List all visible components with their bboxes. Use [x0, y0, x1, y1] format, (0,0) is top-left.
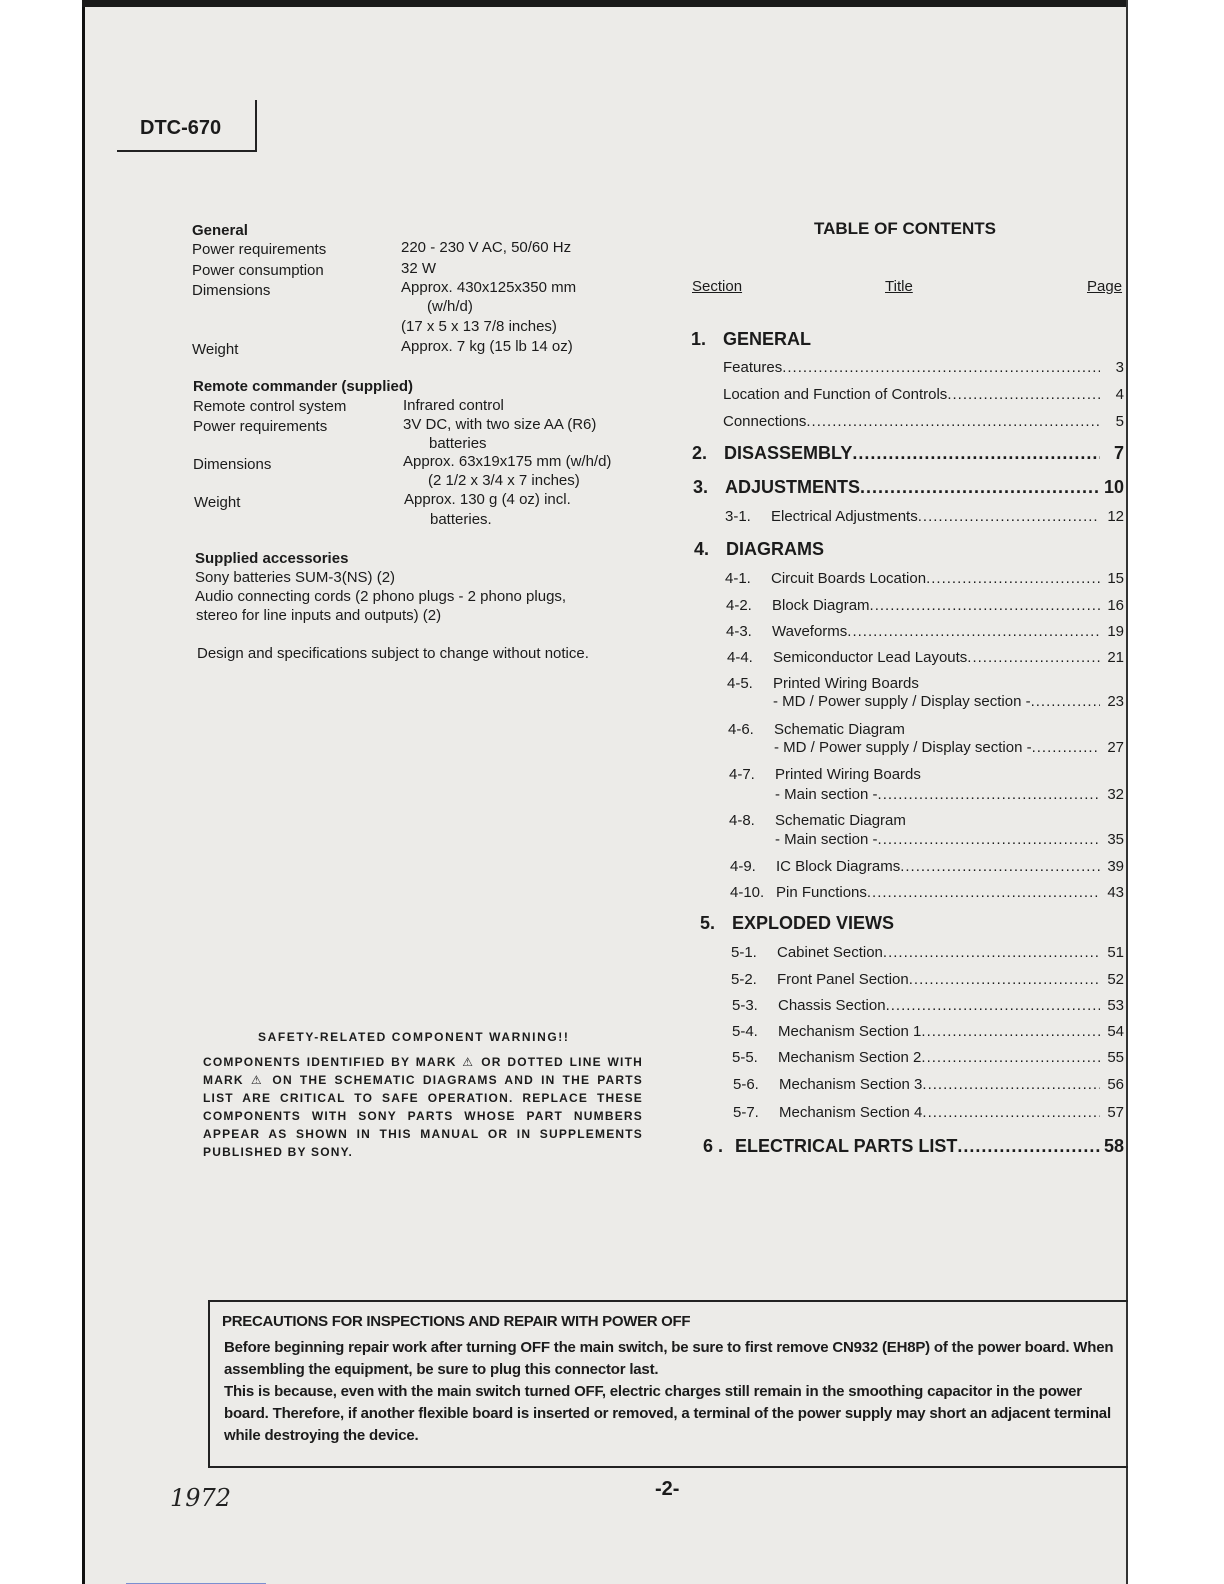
- toc-entry[interactable]: [726, 597, 1124, 615]
- toc-entry-num: 5-5.: [732, 1049, 758, 1066]
- toc-entry-page: 39: [1107, 858, 1124, 875]
- safety-warning-text: COMPONENTS IDENTIFIED BY MARK ⚠ OR DOTTED LINE WITH MARK ⚠ ON THE SCHEMATIC DIAGRAMS AND IN THE PARTS LIST ARE CRITICAL TO SAFE OPERATION. REPLACE THESE COMPONENTS WITH SONY PARTS WHOSE PART NUMBERS APPEAR AS SHOWN IN THIS MANUAL OR IN SUPPLEMENTS PUBLISHED BY SONY.: [203, 1055, 643, 1159]
- toc-entry-label: Front Panel Section: [777, 971, 909, 988]
- toc-section-title: ADJUSTMENTS: [725, 477, 861, 497]
- toc-entry-num: 4-10.: [730, 884, 765, 901]
- accessory-line: Audio connecting cords (2 phono plugs - 2 phono plugs,: [195, 588, 567, 605]
- toc-section-num: 2.: [692, 443, 708, 463]
- toc-entry-num: 4-3.: [726, 623, 752, 640]
- toc-entry-page: 55: [1107, 1049, 1124, 1066]
- toc-entry-label: Connections: [723, 413, 807, 430]
- toc-entry-label: IC Block Diagrams: [776, 858, 901, 875]
- toc-entry-num: 4-5.: [727, 675, 753, 692]
- toc-entry-sublabel: - MD / Power supply / Display section -: [774, 739, 1032, 756]
- toc-entry-label: Location and Function of Controls: [723, 386, 948, 403]
- toc-section-title: DIAGRAMS: [726, 539, 824, 559]
- toc-entry-label: Chassis Section: [778, 997, 886, 1014]
- spec-value: Approx. 130 g (4 oz) incl.: [404, 491, 571, 508]
- toc-section-num: 5.: [700, 913, 716, 933]
- precautions-paragraph: Before beginning repair work after turning OFF the main switch, be sure to first remove CN932 (EH8P) of the power board. When assembling the equipment, be sure to plug this connector last.: [224, 1339, 1114, 1378]
- safety-warning-title: SAFETY-RELATED COMPONENT WARNING!!: [258, 1030, 570, 1044]
- spec-value: 3V DC, with two size AA (R6): [403, 416, 597, 433]
- toc-entry[interactable]: [729, 812, 906, 829]
- toc-entry-label: Mechanism Section 1: [778, 1023, 922, 1040]
- accessories-heading: Supplied accessories: [195, 550, 349, 567]
- page-right-margin: [1126, 0, 1224, 1584]
- spec-label: Remote control system: [193, 398, 347, 415]
- toc-section[interactable]: [691, 329, 811, 350]
- spec-value: Infrared control: [403, 397, 504, 414]
- toc-entry-page: 27: [1107, 739, 1124, 756]
- toc-entry-label: Mechanism Section 2: [778, 1049, 922, 1066]
- handwritten-note: 1972: [170, 1484, 232, 1512]
- spec-label: Power consumption: [192, 262, 324, 279]
- general-heading: General: [192, 222, 248, 239]
- spec-label: Dimensions: [193, 456, 272, 473]
- spec-value-cont: (w/h/d): [427, 298, 473, 315]
- accessory-line: Sony batteries SUM-3(NS) (2): [195, 569, 396, 586]
- toc-entry-cont[interactable]: [774, 739, 1124, 757]
- toc-entry-page: 3: [1115, 359, 1124, 376]
- toc-entry-cont[interactable]: [775, 786, 1124, 804]
- page-top-edge: [82, 0, 1128, 7]
- toc-entry-label: Circuit Boards Location: [771, 570, 927, 587]
- toc-entry-label: Block Diagram: [772, 597, 870, 614]
- toc-entry[interactable]: [731, 971, 1124, 989]
- toc-entry[interactable]: [733, 1104, 1124, 1122]
- toc-title: TABLE OF CONTENTS: [814, 219, 996, 238]
- toc-entry[interactable]: [732, 1023, 1124, 1041]
- toc-section-title: DISASSEMBLY: [724, 443, 853, 463]
- toc-entry-page: 35: [1107, 831, 1124, 848]
- spec-value-cont: (17 x 5 x 13 7/8 inches): [401, 318, 557, 335]
- toc-entry-label: Features: [723, 359, 783, 376]
- toc-section[interactable]: [692, 442, 1124, 464]
- spec-value-cont: batteries.: [430, 511, 492, 528]
- toc-entry[interactable]: [729, 766, 921, 783]
- spec-notice: Design and specifications subject to change without notice.: [197, 645, 589, 662]
- toc-entry[interactable]: [733, 1076, 1124, 1094]
- toc-entry-page: 16: [1107, 597, 1124, 614]
- toc-entry-page: 5: [1115, 413, 1124, 430]
- toc-entry-page: 52: [1107, 971, 1124, 988]
- toc-entry[interactable]: [732, 997, 1124, 1015]
- toc-entry-sublabel: - MD / Power supply / Display section -: [773, 693, 1031, 710]
- toc-entry-num: 5-1.: [731, 944, 757, 961]
- spec-value: Approx. 7 kg (15 lb 14 oz): [401, 338, 573, 355]
- toc-entry[interactable]: [725, 508, 1124, 526]
- toc-entry-label: Semiconductor Lead Layouts: [773, 649, 968, 666]
- toc-entry[interactable]: [726, 623, 1124, 641]
- toc-entry-num: 4-4.: [727, 649, 753, 666]
- toc-col-section: Section: [692, 278, 743, 295]
- toc-entry-num: 5-6.: [733, 1076, 759, 1093]
- spec-value-cont: batteries: [429, 435, 487, 452]
- remote-heading: Remote commander (supplied): [193, 378, 414, 395]
- toc-entry-page: 43: [1107, 884, 1124, 901]
- toc-entry[interactable]: [725, 570, 1124, 588]
- toc-entry-label: Schematic Diagram: [774, 721, 905, 738]
- toc-entry-page: 23: [1107, 693, 1124, 710]
- toc-entry-num: 3-1.: [725, 508, 751, 525]
- toc-section-num: 3.: [693, 477, 709, 497]
- spec-value: Approx. 63x19x175 mm (w/h/d): [403, 453, 612, 470]
- toc-entry-label: Electrical Adjustments: [771, 508, 918, 525]
- toc-entry[interactable]: [723, 359, 1124, 377]
- toc-entry-num: 4-6.: [728, 721, 754, 738]
- toc-entry-label: Mechanism Section 3: [779, 1076, 923, 1093]
- toc-entry-page: 15: [1107, 570, 1124, 587]
- toc-entry-num: 4-8.: [729, 812, 755, 829]
- toc-entry-num: 5-7.: [733, 1104, 759, 1121]
- precautions-paragraph: This is because, even with the main switch turned OFF, electric charges still remain in the smoothing capacitor in the power board. Therefore, if another flexible board is inserted or removed, a terminal of the power supply may short an adjacent terminal while destroying the device.: [224, 1383, 1111, 1444]
- toc-entry-page: 21: [1107, 649, 1124, 666]
- toc-entry-page: 10: [1103, 477, 1124, 497]
- toc-section-title: EXPLODED VIEWS: [732, 913, 895, 933]
- toc-entry-num: 4-2.: [726, 597, 752, 614]
- toc-section-num: 6 .: [703, 1136, 724, 1156]
- toc-section[interactable]: [694, 539, 824, 560]
- spec-label: Dimensions: [192, 282, 271, 299]
- toc-entry[interactable]: [727, 675, 919, 692]
- toc-entry[interactable]: [723, 386, 1124, 404]
- spec-value: 220 - 230 V AC, 50/60 Hz: [401, 239, 572, 256]
- toc-entry-page: 58: [1103, 1136, 1124, 1156]
- toc-entry-num: 5-2.: [731, 971, 757, 988]
- toc-entry[interactable]: [727, 649, 1124, 667]
- spec-label: Weight: [192, 341, 239, 358]
- toc-entry-num: 4-1.: [725, 570, 751, 587]
- toc-entry-sublabel: - Main section -: [775, 831, 878, 848]
- toc-entry-label: Pin Functions: [776, 884, 867, 901]
- toc-section[interactable]: [703, 1135, 1124, 1157]
- toc-entry[interactable]: [731, 944, 1124, 962]
- toc-col-title: Title: [885, 278, 913, 295]
- toc-entry-page: 54: [1107, 1023, 1124, 1040]
- toc-entry-label: Printed Wiring Boards: [773, 675, 919, 692]
- toc-entry[interactable]: [728, 721, 905, 738]
- toc-entry-label: Waveforms: [772, 623, 848, 640]
- spec-value-cont: (2 1/2 x 3/4 x 7 inches): [428, 472, 580, 489]
- toc-entry-page: 4: [1115, 386, 1124, 403]
- spec-value: 32 W: [401, 260, 437, 277]
- toc-section-num: 1.: [691, 329, 707, 349]
- toc-entry-label: Printed Wiring Boards: [775, 766, 921, 783]
- model-number: DTC-670: [140, 117, 222, 139]
- page-number: -2-: [655, 1478, 680, 1500]
- toc-entry-page: 19: [1107, 623, 1124, 640]
- toc-entry-label: Schematic Diagram: [775, 812, 906, 829]
- toc-entry-page: 56: [1107, 1076, 1124, 1093]
- accessory-line: stereo for line inputs and outputs) (2): [196, 607, 442, 624]
- toc-entry-num: 5-3.: [732, 997, 758, 1014]
- toc-section-title: GENERAL: [723, 329, 812, 349]
- toc-section-num: 4.: [694, 539, 710, 559]
- toc-section-title: ELECTRICAL PARTS LIST: [735, 1136, 958, 1156]
- toc-entry[interactable]: [730, 884, 1124, 902]
- spec-label: Power requirements: [193, 418, 328, 435]
- spec-label: Weight: [194, 494, 241, 511]
- toc-entry-cont[interactable]: [775, 831, 1124, 849]
- toc-entry-page: 57: [1107, 1104, 1124, 1121]
- toc-section[interactable]: [700, 913, 894, 934]
- toc-entry-page: 7: [1113, 443, 1124, 463]
- toc-entry-num: 4-7.: [729, 766, 755, 783]
- toc-col-page: Page: [1087, 278, 1123, 295]
- toc-entry-sublabel: - Main section -: [775, 786, 878, 803]
- toc-entry-num: 5-4.: [732, 1023, 758, 1040]
- toc-entry[interactable]: [723, 413, 1124, 431]
- toc-entry-cont[interactable]: [773, 693, 1124, 711]
- toc-entry[interactable]: [730, 858, 1124, 876]
- spec-value: Approx. 430x125x350 mm: [401, 279, 577, 296]
- toc-entry-page: 12: [1107, 508, 1124, 525]
- toc-entry-page: 51: [1107, 944, 1124, 961]
- toc-section[interactable]: [693, 476, 1124, 498]
- toc-entry-page: 53: [1107, 997, 1124, 1014]
- toc-entry-num: 4-9.: [730, 858, 756, 875]
- precautions-title: PRECAUTIONS FOR INSPECTIONS AND REPAIR WITH POWER OFF: [222, 1313, 691, 1330]
- spec-label: Power requirements: [192, 241, 327, 258]
- precautions-text: [224, 1337, 1114, 1447]
- toc-entry-label: Mechanism Section 4: [779, 1104, 923, 1121]
- toc-entry[interactable]: [732, 1049, 1124, 1067]
- toc-entry-label: Cabinet Section: [777, 944, 883, 961]
- toc-entry-page: 32: [1107, 786, 1124, 803]
